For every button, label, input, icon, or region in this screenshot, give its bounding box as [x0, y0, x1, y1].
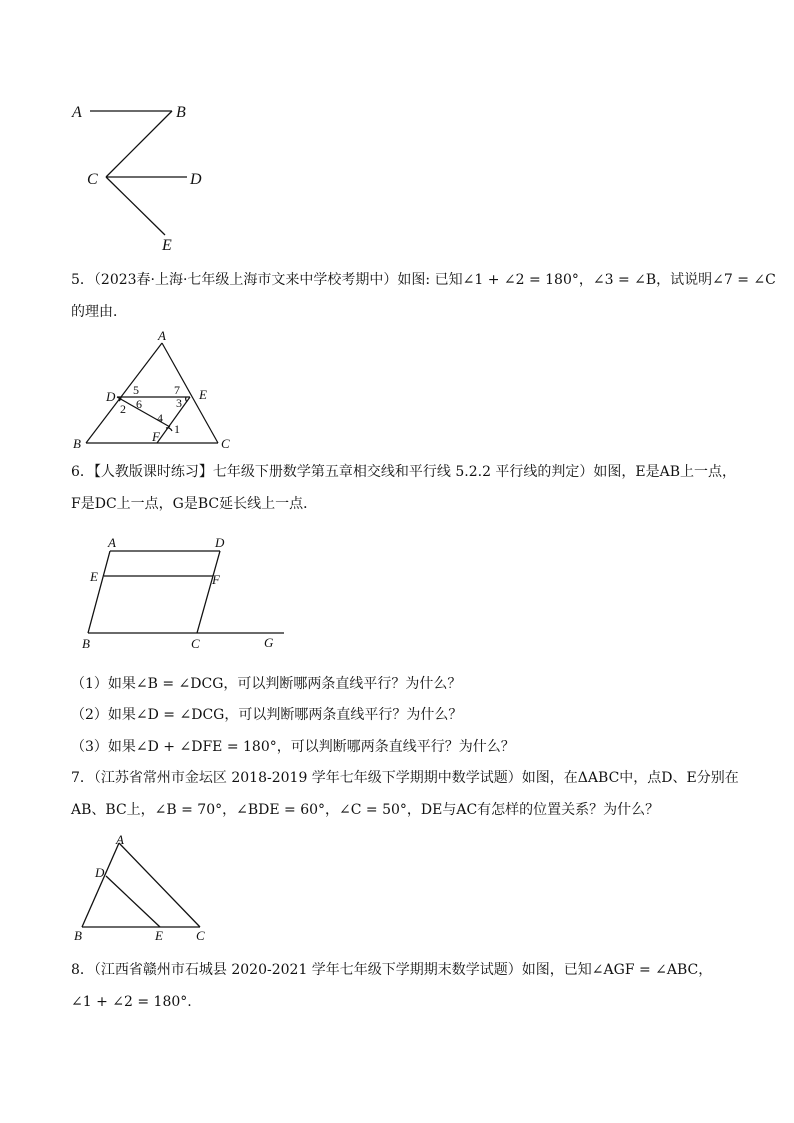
label-D: D [190, 171, 202, 188]
p6-label-A: A [108, 535, 116, 550]
p5-angle-4: 4 [157, 411, 163, 425]
p6-label-D: D [215, 535, 225, 550]
label-C: C [87, 171, 98, 188]
p5-angle-1: 1 [174, 422, 180, 436]
p5-label-A: A [158, 328, 166, 343]
label-B: B [176, 104, 186, 121]
p5-angle-2: 2 [120, 402, 126, 416]
p7-label-B: B [74, 928, 82, 943]
p5-angle-3: 3 [176, 396, 182, 410]
p5-angle-7: 7 [174, 383, 180, 397]
p6-label-B: B [82, 636, 90, 651]
problem7-line2: AB、BC上，∠B = 70°，∠BDE = 60°，∠C = 50°，DE与AC有怎样的位置关系？为什么？ [71, 802, 660, 818]
p7-label-D: D [95, 865, 105, 880]
problem5-line1: 5．（2023春·上海·七年级上海市文来中学校考期中）如图: 已知∠1 + ∠2 = 180°，∠3 = ∠B，试说明∠7 = ∠C [71, 272, 776, 288]
p5-label-E: E [199, 387, 207, 402]
problem6-q1: （1）如果∠B = ∠DCG，可以判断哪两条直线平行？为什么？ [71, 676, 462, 692]
problem6-q3: （3）如果∠D + ∠DFE = 180°，可以判断哪两条直线平行？为什么？ [71, 739, 515, 755]
problem6-line2: F是DC上一点，G是BC延长线上一点． [71, 496, 318, 512]
p7-label-A: A [116, 832, 124, 847]
p5-label-B: B [73, 436, 81, 451]
problem5-line2: 的理由． [71, 304, 127, 320]
label-E: E [162, 237, 172, 254]
p5-angle-6: 6 [136, 397, 142, 411]
problem6-q2: （2）如果∠D = ∠DCG，可以判断哪两条直线平行？为什么？ [71, 707, 463, 723]
problem8-line1: 8．（江西省赣州市石城县 2020-2021 学年七年级下学期期末数学试题）如图，已知∠AGF = ∠ABC， [71, 962, 713, 978]
p6-label-C: C [191, 636, 200, 651]
p5-label-F: F [152, 429, 160, 444]
p5-label-C: C [221, 436, 230, 451]
p6-label-E: E [90, 569, 98, 584]
problem8-line2: ∠1 + ∠2 = 180°. [71, 994, 192, 1010]
p5-label-D: D [106, 389, 116, 404]
p7-label-C: C [196, 928, 205, 943]
p7-label-E: E [155, 928, 163, 943]
p6-label-F: F [212, 572, 220, 587]
label-A: A [72, 104, 82, 121]
problem6-line1: 6．【人教版课时练习】七年级下册数学第五章相交线和平行线 5.2.2 平行线的判定）如图，E是AB上一点， [71, 464, 737, 480]
p6-label-G: G [264, 635, 274, 650]
problem7-line1: 7．（江苏省常州市金坛区 2018-2019 学年七年级下学期期中数学试题）如图，在ΔABC中，点D、E分别在 [71, 770, 739, 786]
p5-angle-5: 5 [133, 383, 139, 397]
